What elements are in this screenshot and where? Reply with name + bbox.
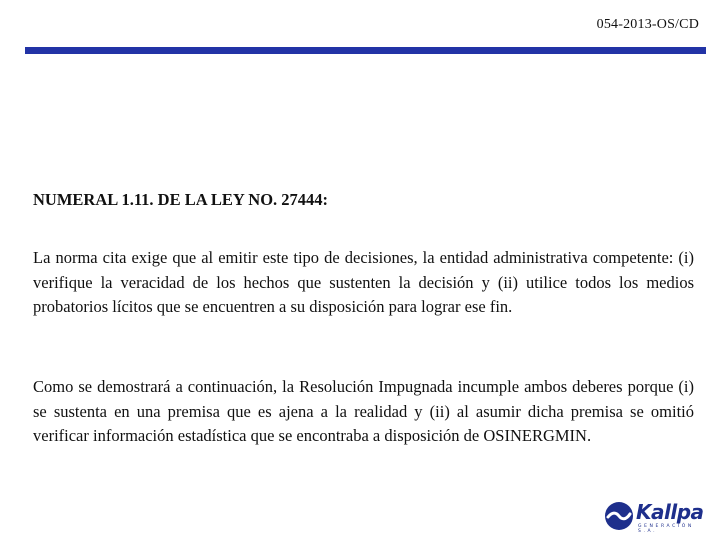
- company-logo: [604, 500, 712, 534]
- header-bar: [25, 47, 706, 54]
- logo-subtitle: GENERACIÓN S.A.: [638, 524, 694, 534]
- paragraph-2: Como se demostrará a continuación, la Resolución Impugnada incumple ambos deberes porque (i) se sustenta en una premisa que es ajena a la realidad y (ii) al asumir dicha premisa se omitió verificar información estadística que se encontraba a disposición de OSINERGMIN.: [33, 377, 694, 445]
- wave-circle-icon: [604, 501, 634, 531]
- section-heading: NUMERAL 1.11. DE LA LEY NO. 27444:: [33, 190, 329, 209]
- paragraph-1: La norma cita exige que al emitir este tipo de decisiones, la entidad administrativa competente: (i) verifique la veracidad de los hechos que sustenten la decisión y (ii) utilice todos los medios probatorios lícitos que se encuentren a su disposición para lograr ese fin.: [33, 248, 694, 316]
- document-code: 054-2013-OS/CD: [596, 17, 699, 32]
- logo-wordmark: Kallpa: [636, 500, 704, 524]
